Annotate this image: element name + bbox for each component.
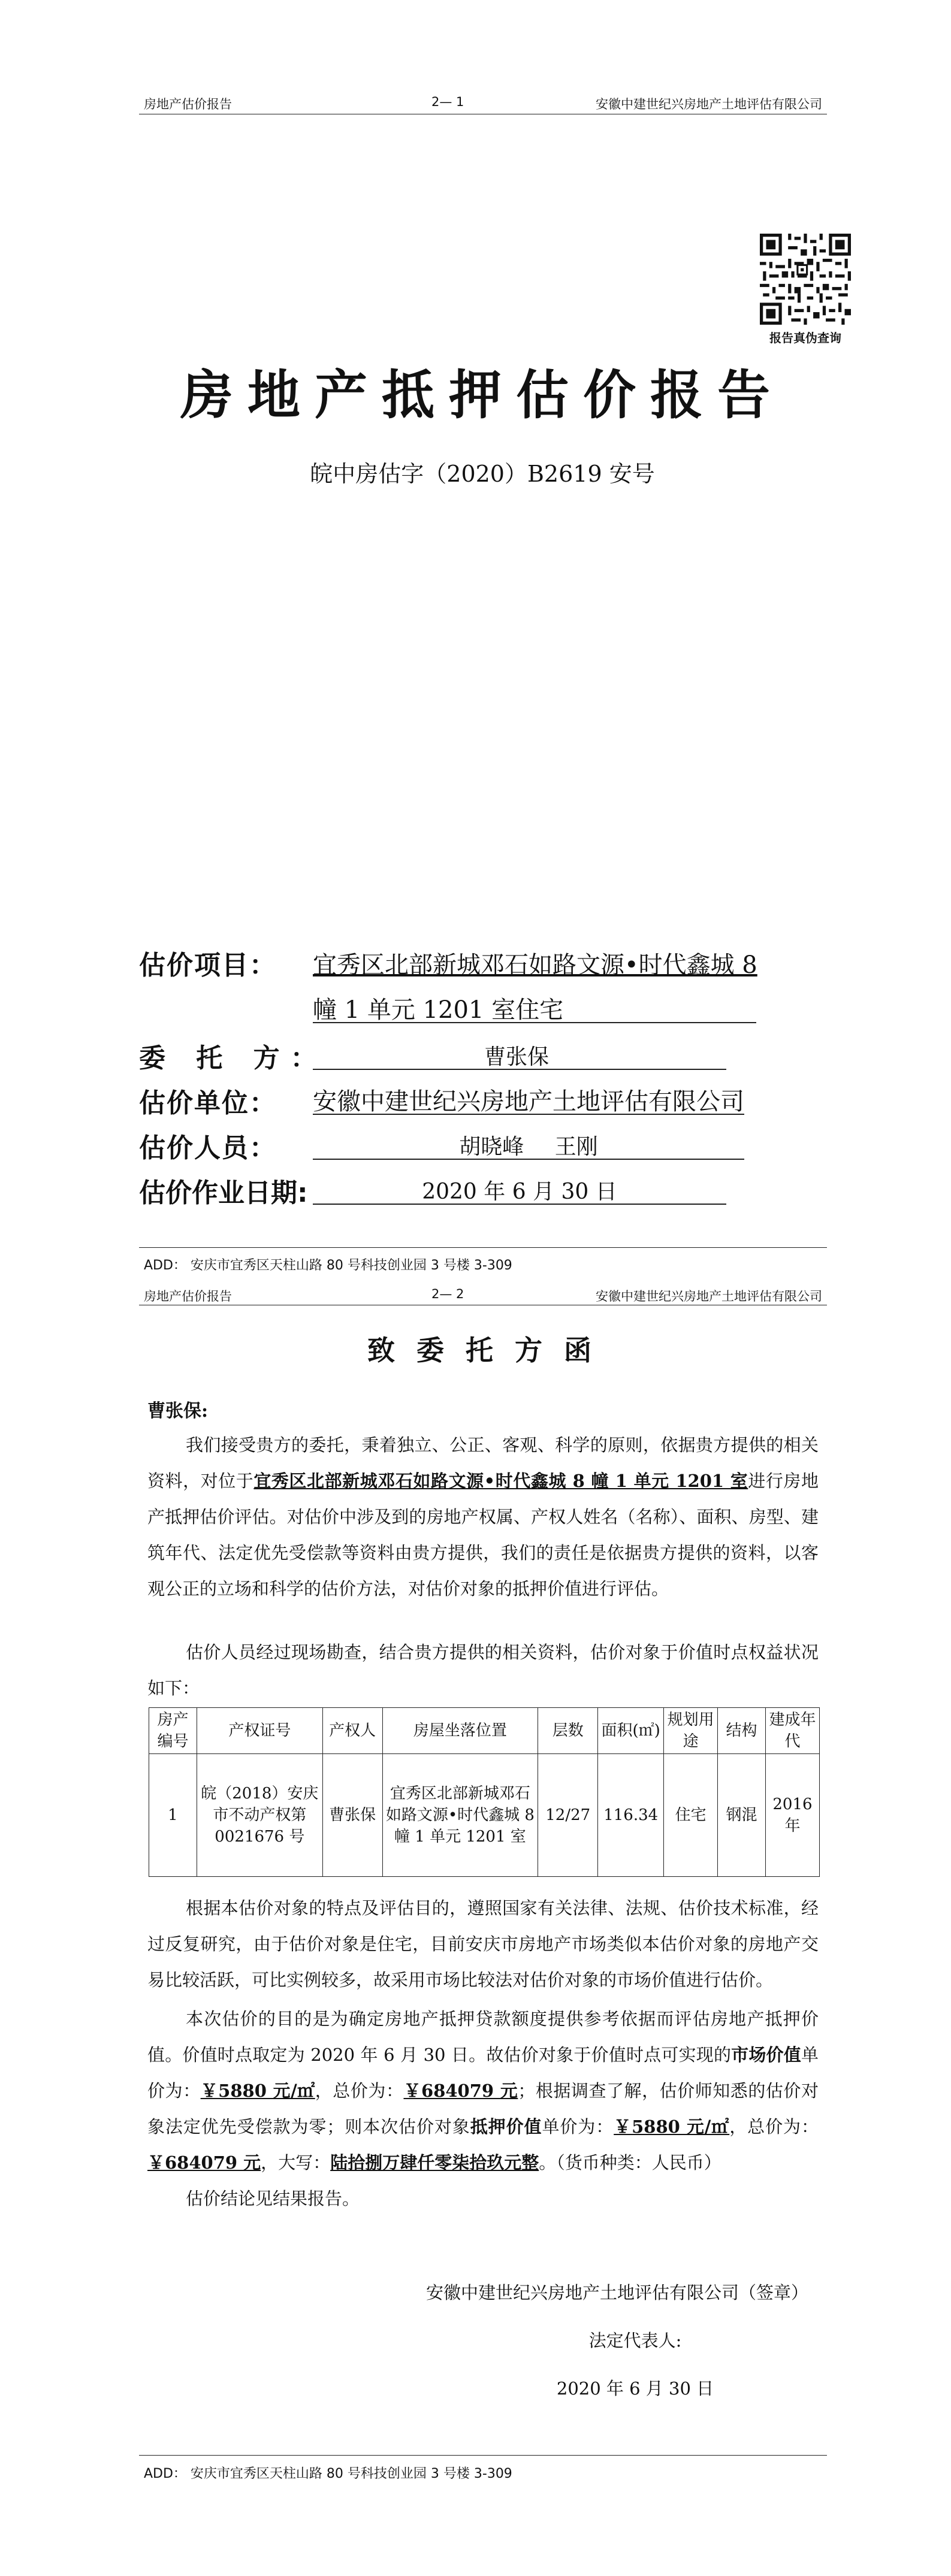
field-appraiser-value: 安徽中建世纪兴房地产土地评估有限公司 (313, 1088, 744, 1115)
table-header-cell: 结构 (718, 1708, 766, 1754)
field-project-value-line2: 幢 1 单元 1201 室住宅 (313, 996, 564, 1024)
paragraph-5: 估价结论见结果报告。 (186, 2188, 360, 2209)
table-header-cell: 面积(㎡) (598, 1708, 664, 1754)
paragraph-4-c: 单价为： (147, 2045, 819, 2101)
field-project (139, 944, 846, 985)
qr-code-icon (760, 234, 851, 325)
page1-header (139, 95, 827, 119)
salutation: 曹张保: (147, 1401, 209, 1422)
table-cell: 曹张保 (322, 1754, 382, 1877)
field-date-underline (313, 1204, 726, 1205)
paragraph-4-o: 。（货币种类：人民币） (539, 2152, 721, 2173)
paragraph-4-k: ，总价为： (729, 2117, 819, 2137)
property-table (149, 1707, 820, 1877)
table-header-cell: 房产编号 (149, 1708, 197, 1754)
header-left: 房地产估价报告 (144, 97, 232, 111)
field-appraiser-label: 估价单位： (139, 1088, 277, 1118)
header-page-number: 2— 1 (431, 95, 464, 109)
table-cell: 12/27 (538, 1754, 598, 1877)
paragraph-4-i: 单价为： (542, 2117, 614, 2137)
market-value-label: 市场价值 (731, 2045, 801, 2065)
table-header-cell: 产权证号 (197, 1708, 322, 1754)
page1-footer-rule (139, 1247, 827, 1248)
table-header-cell: 规划用途 (664, 1708, 718, 1754)
field-project-underline (313, 1022, 756, 1023)
field-client-value: 曹张保 (484, 1045, 549, 1069)
paragraph-4-g: ；根据调查了解，估价师知悉的估价对象法定优先受偿款为零；则本次估价对象 (147, 2081, 819, 2137)
paragraph-4-e: ，总价为： (315, 2081, 404, 2101)
table-cell: 宜秀区北部新城邓石如路文源•时代鑫城 8 幢 1 单元 1201 室 (382, 1754, 538, 1877)
mortgage-value-label: 抵押价值 (470, 2117, 542, 2137)
field-staff-underline (313, 1159, 744, 1160)
table-header-cell: 建成年代 (765, 1708, 819, 1754)
field-date-value: 2020 年 6 月 30 日 (422, 1180, 617, 1204)
report-title: 房地产抵押估价报告 (180, 364, 784, 426)
header-right: 安徽中建世纪兴房地产土地评估有限公司 (596, 97, 822, 111)
paragraph-3: 根据本估价对象的特点及评估目的，遵照国家有关法律、法规、估价技术标准，经过反复研究，由于估价对象是住宅，目前安庆市房地产市场类似本估价对象的房地产交易比较活跃，可比实例较多，故采用市场比较法对估价对象的市场价值进行估价。 (147, 1898, 819, 1990)
market-unit-price: ￥5880 元/㎡ (200, 2081, 315, 2101)
table-cell: 1 (149, 1754, 197, 1877)
field-project-value-line1: 宜秀区北部新城邓石如路文源•时代鑫城 8 (313, 951, 757, 979)
field-staff (139, 1126, 846, 1168)
page2-header (139, 1287, 827, 1311)
table-row (149, 1754, 820, 1877)
property-address: 宜秀区北部新城邓石如路文源•时代鑫城 8 幢 1 单元 1201 室 (253, 1471, 748, 1491)
paragraph-1-a: 我们接受贵方的委托，秉着独立、公正、客观、科学的原则，依据贵方提供的相关资料，对位于 (147, 1435, 819, 1491)
table-header-row (149, 1708, 820, 1754)
table-header-cell: 房屋坐落位置 (382, 1708, 538, 1754)
amount-in-words: 陆拾捌万肆仟零柒拾玖元整 (330, 2152, 539, 2173)
table-cell: 钢混 (718, 1754, 766, 1877)
paragraph-4-a: 本次估价的目的是为确定房地产抵押贷款额度提供参考依据而评估房地产抵押价值。价值时点取定为 2020 年 6 月 30 日。故估价对象于价值时点可实现的 (147, 2009, 819, 2065)
table-cell: 2016 年 (765, 1754, 819, 1877)
paragraph-1 (147, 1427, 819, 1607)
field-client-label: 委 托 方： (139, 1043, 328, 1074)
signature-date: 2020 年 6 月 30 日 (556, 2378, 714, 2399)
field-date-label: 估价作业日期: (139, 1178, 308, 1208)
field-client-underline (313, 1069, 726, 1070)
signature-legal-rep: 法定代表人: (588, 2330, 682, 2351)
table-cell: 116.34 (598, 1754, 664, 1877)
table-cell: 住宅 (664, 1754, 718, 1877)
field-client (139, 1036, 846, 1078)
page2-footer-rule (139, 2455, 827, 2456)
table-cell: 皖（2018）安庆市不动产权第 0021676 号 (197, 1754, 322, 1877)
mortgage-unit-price: ￥5880 元/㎡ (614, 2117, 730, 2137)
header-page-number: 2— 2 (431, 1287, 464, 1301)
header-left: 房地产估价报告 (144, 1289, 232, 1304)
paragraph-4 (147, 2001, 819, 2181)
table-header-cell: 层数 (538, 1708, 598, 1754)
field-staff-value: 胡晓峰 王刚 (459, 1135, 598, 1159)
mortgage-total-price: ￥684079 元 (147, 2152, 261, 2173)
letter-title: 致 委 托 方 函 (367, 1334, 598, 1366)
paragraph-2: 估价人员经过现场勘查，结合贵方提供的相关资料，估价对象于价值时点权益状况如下： (147, 1642, 819, 1698)
report-number: 皖中房估字（2020）B2619 安号 (310, 461, 655, 487)
table-header-cell: 产权人 (322, 1708, 382, 1754)
field-date (139, 1171, 846, 1213)
field-staff-label: 估价人员： (139, 1133, 277, 1163)
field-appraiser-underline (313, 1114, 744, 1115)
header-right: 安徽中建世纪兴房地产土地评估有限公司 (596, 1289, 822, 1304)
page1-footer: ADD： 安庆市宜秀区天柱山路 80 号科技创业园 3 号楼 3-309 (144, 1258, 512, 1273)
field-project-line2 (139, 988, 846, 1030)
field-project-label: 估价项目： (139, 950, 277, 981)
paragraph-4-m: ，大写： (261, 2152, 331, 2173)
qr-caption: 报告真伪查询 (769, 331, 841, 345)
signature-company: 安徽中建世纪兴房地产土地评估有限公司（签章） (425, 2282, 808, 2303)
market-total-price: ￥684079 元 (403, 2081, 518, 2101)
page2-footer: ADD： 安庆市宜秀区天柱山路 80 号科技创业园 3 号楼 3-309 (144, 2466, 512, 2481)
field-appraiser (139, 1081, 846, 1123)
paragraph-1-c: 进行房地产抵押估价评估。对估价中涉及到的房地产权属、产权人姓名（名称）、面积、房型、建筑年代、法定优先受偿款等资料由贵方提供，我们的责任是依据贵方提供的资料，以客观公正的立场和科学的估价方法，对估价对象的抵押价值进行评估。 (147, 1471, 819, 1599)
